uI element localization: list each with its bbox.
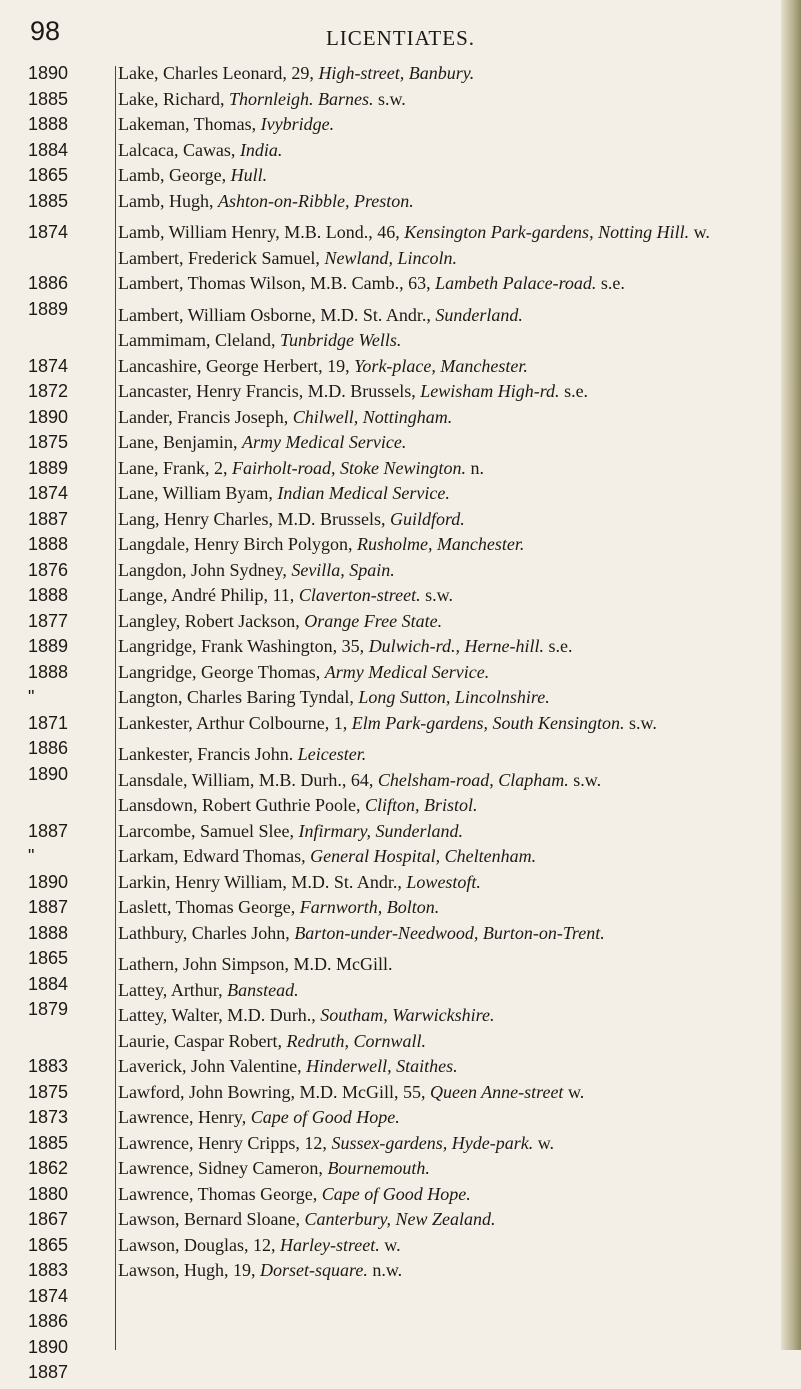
entry-name: Lawson, Bernard Sloane, bbox=[118, 1209, 305, 1229]
entry-year: 1883 bbox=[28, 1260, 69, 1280]
entry-place: Sunderland. bbox=[435, 304, 523, 325]
entry-year: 1889 bbox=[28, 636, 69, 656]
entry bbox=[118, 115, 778, 134]
entry-name: Lancaster, Henry Francis, M.D. Brussels, bbox=[118, 381, 421, 401]
entry-district: w. bbox=[563, 1081, 585, 1102]
entry-name: Langridge, Frank Washington, 35, bbox=[118, 636, 369, 656]
entry bbox=[118, 771, 778, 790]
entry-year: 1885 bbox=[28, 88, 69, 109]
running-head: LICENTIATES. bbox=[325, 26, 476, 50]
entry-district: w. bbox=[379, 1234, 401, 1255]
entry-year: 1875 bbox=[28, 432, 69, 452]
entry-year: 1888 bbox=[28, 114, 69, 134]
entry-year: 1887 bbox=[28, 820, 69, 841]
entry-name: Lange, André Philip, 11, bbox=[118, 585, 299, 605]
entry-name: Lambert, Frederick Samuel, bbox=[118, 247, 325, 268]
entry-district: w. bbox=[689, 222, 710, 242]
entry-district: n. bbox=[465, 457, 484, 478]
entry bbox=[118, 166, 778, 185]
entry-year: 1879 bbox=[28, 999, 69, 1019]
entry-place: Army Medical Service. bbox=[324, 661, 490, 682]
entry-year: 1871 bbox=[28, 712, 69, 733]
entry-year: 1873 bbox=[28, 1107, 69, 1127]
entry-year: 1885 bbox=[28, 190, 69, 211]
entry-year: 1877 bbox=[28, 610, 69, 631]
entry bbox=[118, 64, 778, 83]
entry-year: 1887 bbox=[28, 508, 69, 529]
entry-year: 1890 bbox=[28, 406, 69, 427]
entry bbox=[118, 1108, 778, 1127]
entry-year: 1874 bbox=[28, 222, 69, 242]
entry-name: Lawrence, Henry, bbox=[118, 1107, 251, 1127]
entry-district: s.w. bbox=[420, 585, 453, 605]
entry bbox=[118, 924, 778, 943]
entry-place: Army Medical Service. bbox=[241, 432, 407, 452]
entry-place: Fairholt-road, Stoke Newington. bbox=[231, 457, 466, 478]
entry bbox=[118, 1032, 778, 1051]
entry-year: 1875 bbox=[28, 1081, 69, 1102]
entry-year: 1874 bbox=[28, 483, 69, 503]
entry-place: Newland, Lincoln. bbox=[324, 247, 457, 268]
entry-district: w. bbox=[533, 1132, 555, 1153]
entry bbox=[118, 535, 778, 554]
entry-year: 1884 bbox=[28, 973, 69, 994]
entry-year: 1865 bbox=[28, 948, 69, 968]
entry-name: Lankester, Arthur Colbourne, 1, bbox=[118, 712, 352, 733]
entry-place: Rusholme, Manchester. bbox=[356, 534, 525, 554]
entry bbox=[118, 192, 778, 211]
entry-name: Lamb, William Henry, M.B. Lond., 46, bbox=[118, 222, 405, 242]
entry-place: Chilwell, Nottingham. bbox=[292, 406, 453, 427]
entry bbox=[118, 1236, 778, 1255]
entry bbox=[118, 459, 778, 478]
entry bbox=[118, 847, 778, 866]
page-number: 98 bbox=[30, 16, 61, 46]
entry bbox=[118, 637, 778, 656]
entry-name: Lander, Francis Joseph, bbox=[118, 406, 293, 427]
wrap-spacer bbox=[28, 249, 108, 275]
entry-place: Bournemouth. bbox=[327, 1158, 430, 1178]
entry-district: s.e. bbox=[596, 273, 625, 293]
entry-place: General Hospital, Cheltenham. bbox=[310, 846, 537, 866]
entry-place: Elm Park-gardens, South Kensington. bbox=[351, 712, 625, 733]
entry bbox=[118, 688, 778, 707]
entry-place: Infirmary, Sunderland. bbox=[298, 820, 463, 841]
entry bbox=[118, 612, 778, 631]
entry bbox=[118, 586, 778, 605]
entry-place: India. bbox=[239, 139, 283, 160]
entry-name: Laurie, Caspar Robert, bbox=[118, 1030, 287, 1051]
entry-name: Lawrence, Thomas George, bbox=[118, 1183, 322, 1204]
entry-name: Lane, William Byam, bbox=[118, 483, 278, 503]
entry bbox=[118, 1210, 778, 1229]
entry-name: Lang, Henry Charles, M.D. Brussels, bbox=[118, 508, 390, 529]
entry bbox=[118, 898, 778, 917]
wrap-spacer bbox=[28, 790, 108, 816]
entry bbox=[118, 408, 778, 427]
entry-year: 1886 bbox=[28, 273, 69, 293]
entry bbox=[118, 141, 778, 160]
entry-district: s.e. bbox=[559, 381, 589, 401]
entry bbox=[118, 745, 778, 764]
entry-name: Lambert, William Osborne, M.D. St. Andr., bbox=[118, 304, 436, 325]
entry-name: Lake, Charles Leonard, 29, bbox=[118, 63, 319, 83]
entry-place: High-street, Banbury. bbox=[318, 63, 475, 83]
entry bbox=[118, 484, 778, 503]
entry-name: Lamb, George, bbox=[118, 165, 231, 185]
entry bbox=[118, 223, 778, 242]
entry-year: 1883 bbox=[28, 1056, 69, 1076]
entry-year: 1884 bbox=[28, 139, 69, 160]
entry-place: Farnworth, Bolton. bbox=[299, 897, 440, 917]
entry-place: Claverton-street. bbox=[298, 585, 421, 605]
entry-year: 1888 bbox=[28, 534, 69, 554]
entry-year: 1890 bbox=[28, 1336, 69, 1357]
entry-place: Tunbridge Wells. bbox=[279, 330, 402, 350]
entry-place: Sevilla, Spain. bbox=[291, 559, 395, 580]
entry bbox=[118, 873, 778, 892]
entry-year: 1888 bbox=[28, 585, 69, 605]
entry-year: " bbox=[28, 687, 35, 707]
entry bbox=[118, 249, 778, 268]
wrap-spacer bbox=[28, 325, 108, 351]
entry-place: Cape of Good Hope. bbox=[321, 1183, 471, 1204]
entry-name: Langley, Robert Jackson, bbox=[118, 610, 305, 631]
entry-year: 1890 bbox=[28, 63, 69, 83]
entry bbox=[118, 1261, 778, 1280]
entry-district: s.w. bbox=[373, 88, 406, 109]
entry-place: Leicester. bbox=[297, 744, 367, 764]
entry-district: n.w. bbox=[367, 1260, 403, 1280]
entry-year: 1876 bbox=[28, 559, 69, 580]
entry-name: Lathbury, Charles John, bbox=[118, 922, 295, 943]
entry-year: 1888 bbox=[28, 661, 69, 682]
entry-place: Ashton-on-Ribble, Preston. bbox=[217, 190, 414, 211]
entry-name: Langdon, John Sydney, bbox=[118, 559, 292, 580]
entry-year: 1889 bbox=[28, 457, 69, 478]
entry-year: 1872 bbox=[28, 381, 69, 401]
entry-place: Redruth, Cornwall. bbox=[286, 1030, 426, 1051]
entry bbox=[118, 981, 778, 1000]
entry-year: 1890 bbox=[28, 871, 69, 892]
entry-year: 1889 bbox=[28, 298, 69, 319]
entry-name: Larkam, Edward Thomas, bbox=[118, 846, 311, 866]
entry-year: 1874 bbox=[28, 1285, 69, 1306]
page-edge bbox=[781, 0, 801, 1350]
entry-name: Lane, Benjamin, bbox=[118, 432, 242, 452]
entry-year: 1867 bbox=[28, 1209, 69, 1229]
entry bbox=[118, 663, 778, 682]
entry-name: Langridge, George Thomas, bbox=[118, 661, 325, 682]
entry-name: Lawson, Douglas, 12, bbox=[118, 1234, 280, 1255]
entry-place: Banstead. bbox=[227, 979, 299, 1000]
entry-name: Lankester, Francis John. bbox=[118, 744, 298, 764]
entry-name: Lake, Richard, bbox=[118, 88, 229, 109]
entry-place: Orange Free State. bbox=[304, 610, 443, 631]
entry bbox=[118, 1057, 778, 1076]
entry bbox=[118, 1006, 778, 1025]
entry-name: Lansdown, Robert Guthrie Poole, bbox=[118, 795, 365, 815]
entry-place: Kensington Park-gardens, Notting Hill. bbox=[404, 222, 690, 242]
entry-name: Lalcaca, Cawas, bbox=[118, 139, 240, 160]
entry-place: Guildford. bbox=[389, 508, 465, 529]
entry bbox=[118, 796, 778, 815]
entry-district: s.e. bbox=[544, 636, 573, 656]
entry-name: Lathern, John Simpson, M.D. McGill. bbox=[118, 954, 393, 974]
entry-name: Lawson, Hugh, 19, bbox=[118, 1260, 260, 1280]
entry-place: Lewisham High-rd. bbox=[420, 381, 560, 401]
entry-place: Canterbury, New Zealand. bbox=[304, 1209, 496, 1229]
entry-place: Clifton, Bristol. bbox=[364, 795, 478, 815]
entry bbox=[118, 1134, 778, 1153]
entry bbox=[118, 433, 778, 452]
entry-district: s.w. bbox=[568, 769, 602, 790]
entry-place: Cape of Good Hope. bbox=[250, 1107, 400, 1127]
entry-year: 1885 bbox=[28, 1132, 69, 1153]
entry bbox=[118, 274, 778, 293]
entry-name: Larkin, Henry William, M.D. St. Andr., bbox=[118, 871, 407, 892]
entry bbox=[118, 1083, 778, 1102]
entry-column bbox=[118, 64, 778, 1287]
entry-place: Southam, Warwickshire. bbox=[320, 1005, 495, 1025]
entry-year: 1862 bbox=[28, 1158, 69, 1178]
entry bbox=[118, 1185, 778, 1204]
entry bbox=[118, 331, 778, 350]
entry-name: Lambert, Thomas Wilson, M.B. Camb., 63, bbox=[118, 273, 436, 293]
entry-place: Lowestoft. bbox=[406, 871, 481, 892]
entry-place: Hull. bbox=[230, 165, 268, 185]
entry-place: Thornleigh. Barnes. bbox=[228, 88, 374, 109]
entry-place: Dorset-square. bbox=[260, 1260, 368, 1280]
entry-year: " bbox=[28, 846, 35, 866]
entry-year: 1886 bbox=[28, 1311, 69, 1331]
entry-year: 1865 bbox=[28, 165, 69, 185]
entry-year: 1886 bbox=[28, 738, 69, 758]
entry-place: Ivybridge. bbox=[260, 114, 335, 134]
entry bbox=[118, 357, 778, 376]
entry bbox=[118, 561, 778, 580]
wrap-spacer bbox=[28, 1026, 108, 1052]
entry-place: Sussex-gardens, Hyde-park. bbox=[331, 1132, 534, 1153]
entry-name: Lammimam, Cleland, bbox=[118, 330, 280, 350]
entry-name: Lakeman, Thomas, bbox=[118, 114, 261, 134]
entry-place: Long Sutton, Lincolnshire. bbox=[358, 687, 550, 707]
entry-name: Lansdale, William, M.B. Durh., 64, bbox=[118, 769, 378, 790]
entry-place: Barton-under-Needwood, Burton-on-Trent. bbox=[294, 922, 605, 943]
entry bbox=[118, 510, 778, 529]
entry-place: Harley-street. bbox=[279, 1234, 380, 1255]
entry-place: Lambeth Palace-road. bbox=[435, 273, 597, 293]
entry-place: Queen Anne-street bbox=[429, 1081, 564, 1102]
entry-year: 1890 bbox=[28, 763, 69, 784]
entry-place: Hinderwell, Staithes. bbox=[306, 1056, 458, 1076]
entry bbox=[118, 822, 778, 841]
entry-name: Lane, Frank, 2, bbox=[118, 457, 232, 478]
entry bbox=[118, 955, 778, 974]
entry bbox=[118, 382, 778, 401]
entry-place: Dulwich-rd., Herne-hill. bbox=[368, 636, 544, 656]
entry-name: Laverick, John Valentine, bbox=[118, 1056, 307, 1076]
entry-year: 1888 bbox=[28, 922, 69, 943]
entry-name: Lamb, Hugh, bbox=[118, 190, 218, 211]
year-column bbox=[28, 64, 108, 1389]
entry-name: Langdale, Henry Birch Polygon, bbox=[118, 534, 357, 554]
column-rule bbox=[115, 66, 116, 1350]
entry-name: Lawford, John Bowring, M.D. McGill, 55, bbox=[118, 1081, 430, 1102]
entry-year: 1880 bbox=[28, 1183, 69, 1204]
entry-year: 1865 bbox=[28, 1234, 69, 1255]
entry-place: Indian Medical Service. bbox=[277, 483, 450, 503]
entry bbox=[118, 1159, 778, 1178]
entry-year: 1887 bbox=[28, 1362, 69, 1382]
entry bbox=[118, 714, 778, 733]
entry-year: 1887 bbox=[28, 897, 69, 917]
entry-place: Chelsham-road, Clapham. bbox=[377, 769, 569, 790]
entry-place: York-place, Manchester. bbox=[354, 355, 528, 376]
entry-name: Larcombe, Samuel Slee, bbox=[118, 820, 299, 841]
entry-name: Lancashire, George Herbert, 19, bbox=[118, 355, 355, 376]
entry-district: s.w. bbox=[624, 712, 657, 733]
entry bbox=[118, 90, 778, 109]
entry-name: Lawrence, Henry Cripps, 12, bbox=[118, 1132, 332, 1153]
entry bbox=[118, 306, 778, 325]
entry-name: Laslett, Thomas George, bbox=[118, 897, 300, 917]
entry-name: Lattey, Walter, M.D. Durh., bbox=[118, 1005, 321, 1025]
entry-year: 1874 bbox=[28, 355, 69, 376]
entry-name: Langton, Charles Baring Tyndal, bbox=[118, 687, 359, 707]
entry-name: Lattey, Arthur, bbox=[118, 979, 228, 1000]
entry-name: Lawrence, Sidney Cameron, bbox=[118, 1158, 328, 1178]
